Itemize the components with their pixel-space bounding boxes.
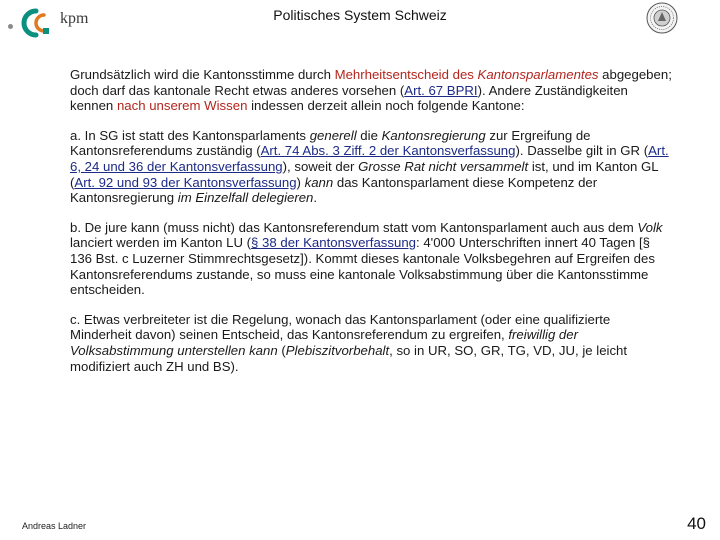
- paragraph-text: die: [356, 127, 382, 143]
- law-link[interactable]: Art. 92 und 93 der Kantonsverfassung: [74, 174, 297, 190]
- highlight-text: Kantonsparlamentes: [477, 67, 599, 82]
- paragraph-text: ): [296, 174, 305, 190]
- paragraph-text: das Kantonsparlament diese Kompetenz der Kantonsregierung: [70, 174, 598, 206]
- paragraph-text: lanciert werden im Kanton LU (: [70, 235, 252, 251]
- university-seal-icon: [646, 2, 678, 34]
- paragraph-text: : 4'000 Unterschriften innert 40 Tagen [§ 136 Bst. c Luzerner Stimmrechtsgesetz]). Kommt dieses kantonale Volksbegehren auf Ergreifen des Kantonsreferendums zustande, so muss eine kantonale Volksabstimmung über die Kantonsstimme entscheiden.: [70, 235, 655, 298]
- intro-paragraph: [70, 67, 672, 114]
- logo-dot: [8, 24, 13, 29]
- page-number: 40: [687, 514, 706, 533]
- paragraph-a: [70, 128, 672, 206]
- paragraph-text: .: [313, 190, 318, 206]
- emphasis-text: Kantonsregierung: [381, 127, 486, 143]
- paragraph-c: [70, 312, 672, 374]
- paragraph-text: a. In SG ist statt des Kantonsparlaments: [70, 127, 310, 143]
- footer-author: Andreas Ladner: [22, 521, 87, 531]
- law-link[interactable]: § 38 der Kantonsverfassung: [251, 235, 417, 251]
- emphasis-text: freiwillig der Volksabstimmung unterstellen kann: [70, 327, 578, 358]
- paragraph-text: ). Dasselbe gilt in GR (: [515, 143, 649, 159]
- intro-text: abgegeben; doch darf das kantonale Recht etwas anderes vorsehen (: [70, 67, 672, 98]
- logo-text: kpm: [60, 10, 89, 27]
- paragraph-text: ), soweit der: [282, 158, 359, 174]
- paragraph-text: ist, und im Kanton GL (: [70, 158, 659, 190]
- emphasis-text: im Einzelfall delegieren: [177, 190, 314, 206]
- emphasis-text: kann: [304, 174, 334, 190]
- intro-text: indessen derzeit allein noch folgende Kantone:: [247, 98, 525, 114]
- intro-text: Grundsätzlich wird die Kantonsstimme durch: [70, 67, 335, 82]
- emphasis-text: Grosse Rat nicht versammelt: [358, 158, 529, 174]
- emphasis-text: generell: [309, 127, 357, 143]
- intro-text: ). Andere Zuständigkeiten kennen: [70, 82, 628, 114]
- paragraph-text: , so in UR, SO, GR, TG, VD, JU, je leicht modifiziert auch ZH und BS).: [70, 342, 628, 374]
- emphasis-text: Plebiszitvorbehalt: [285, 342, 390, 358]
- page-title: Politisches System Schweiz: [273, 7, 447, 23]
- paragraph-text: (: [277, 342, 286, 358]
- law-link[interactable]: Art. 74 Abs. 3 Ziff. 2 der Kantonsverfassung: [260, 143, 516, 159]
- content-area: [70, 67, 672, 388]
- paragraph-text: b. De jure kann (muss nicht) das Kantonsreferendum statt vom Kantonsparlament auch aus dem: [70, 219, 638, 235]
- emphasis-text: Volk: [637, 219, 663, 235]
- paragraph-b: [70, 220, 672, 298]
- highlight-text: nach unserem Wissen: [116, 98, 248, 114]
- law-link[interactable]: Art. 67 BPRI: [404, 82, 478, 98]
- paragraph-text: zur Ergreifung de Kantonsreferendums zuständig (: [70, 127, 591, 159]
- law-link[interactable]: Art. 6, 24 und 36 der Kantonsverfassung: [70, 143, 669, 174]
- paragraph-text: c. Etwas verbreiteter ist die Regelung, wonach das Kantonsparlament (oder eine qualifizierte Minderheit davon) seinen Entscheid, das Kantonsreferendum zu ergreifen,: [70, 311, 611, 343]
- highlight-text: Mehrheitsentscheid des: [334, 67, 478, 82]
